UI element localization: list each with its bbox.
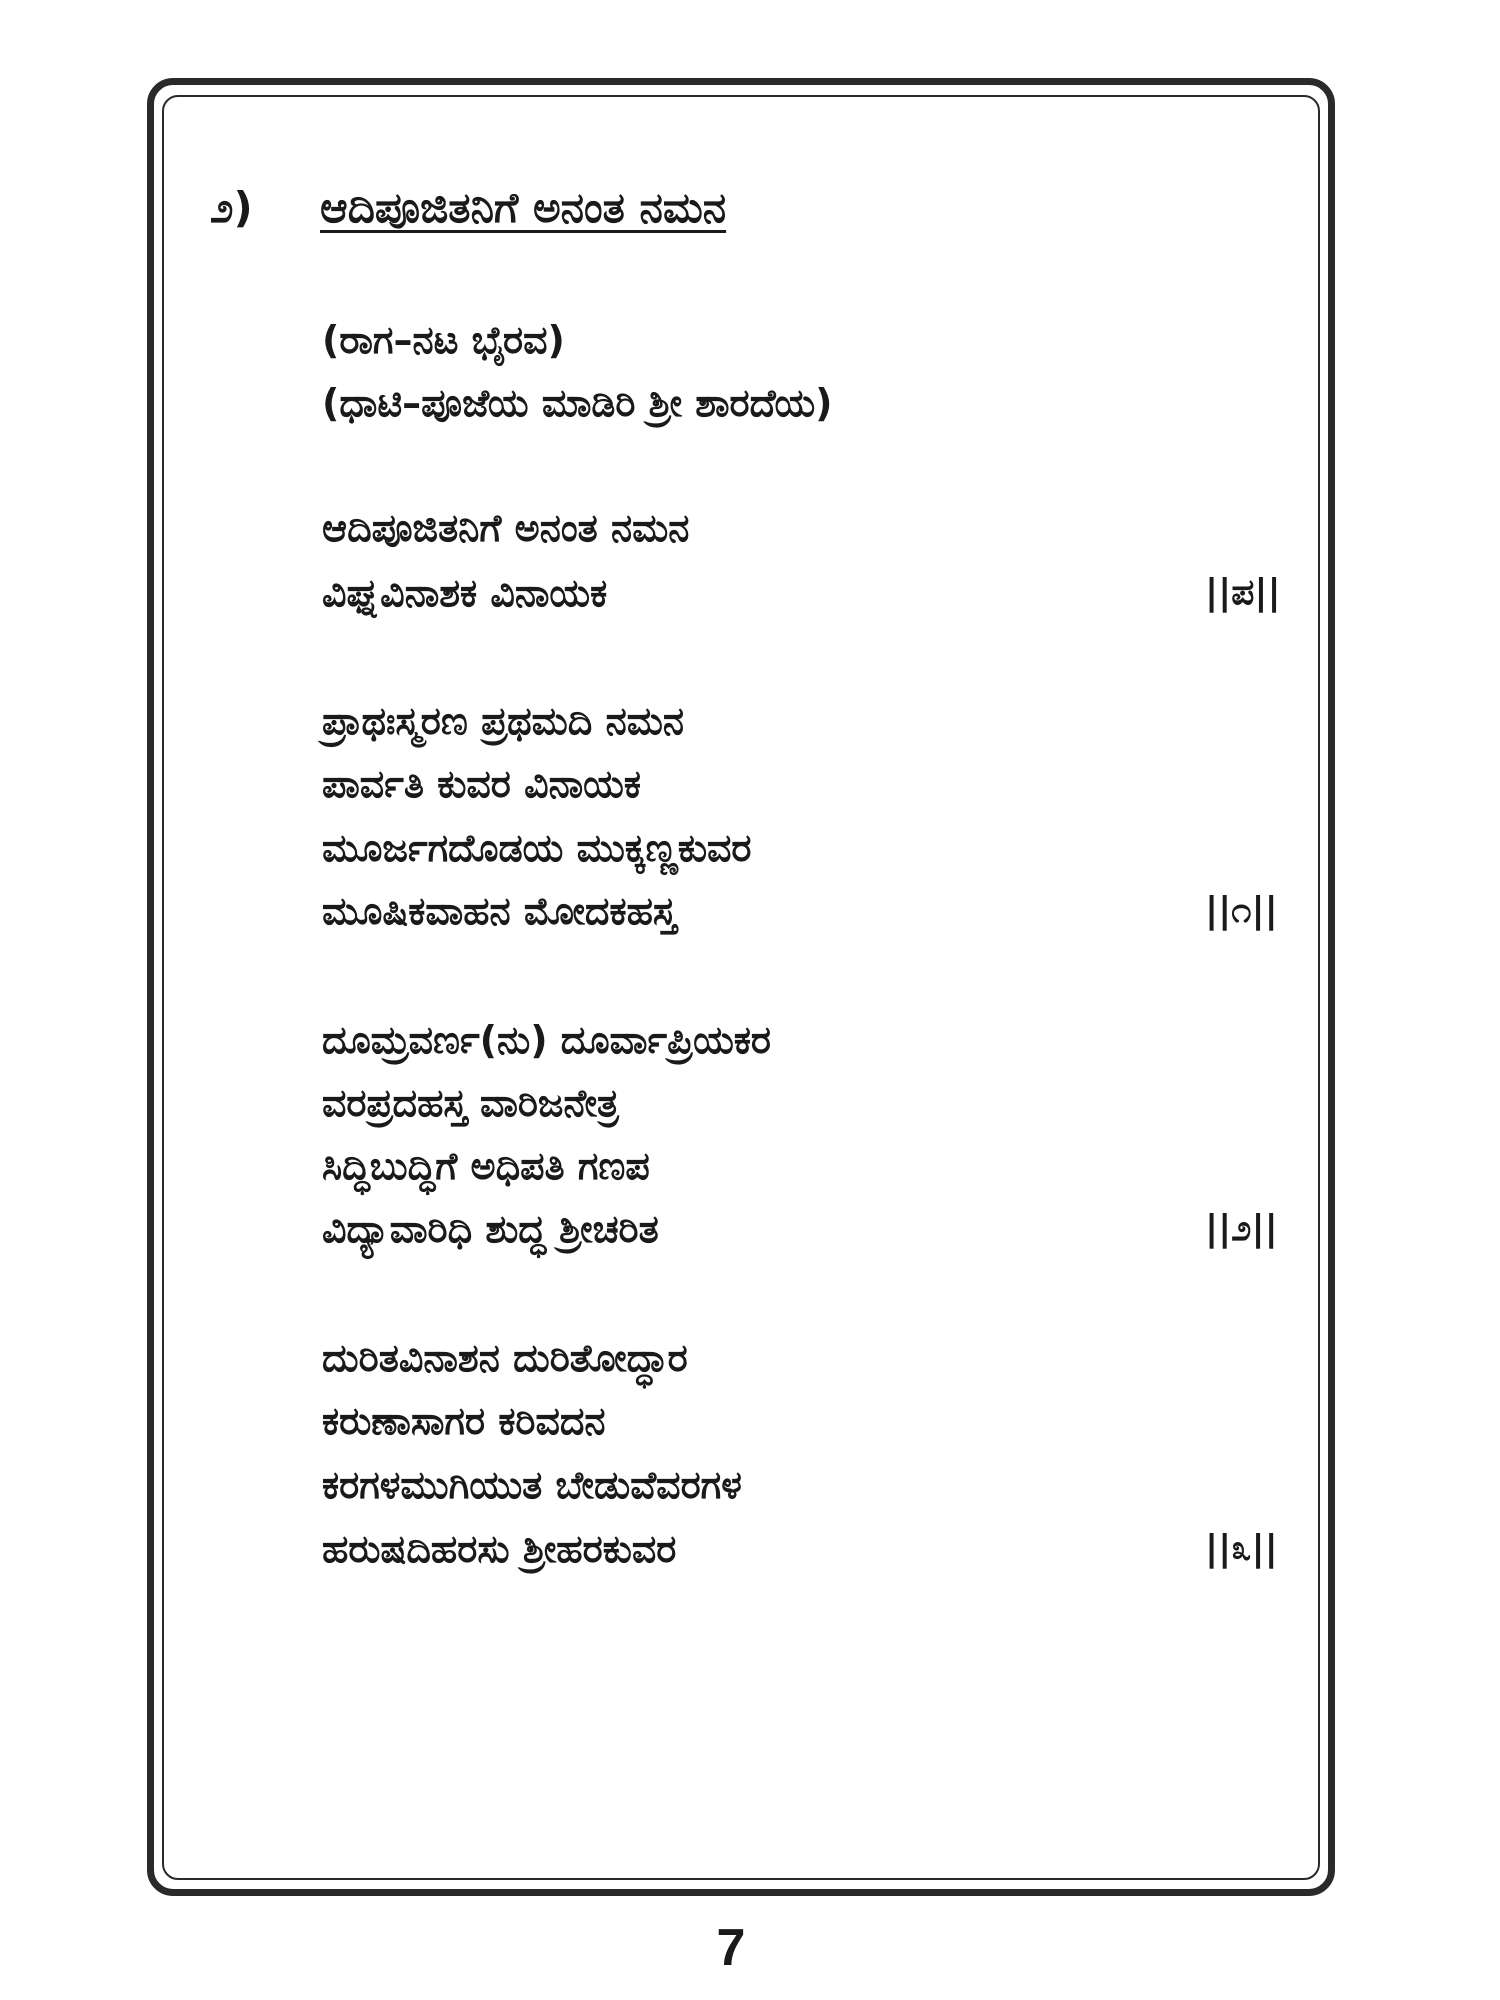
stanza-3-line-2: ಕರುಣಾಸಾಗರ ಕರಿವದನ — [322, 1399, 606, 1443]
stanza-3-line-4: ಹರುಷದಿಹರಸು ಶ್ರೀಹರಕುವರ — [322, 1527, 677, 1571]
stanza-1-line-2: ಪಾರ್ವತಿ ಕುವರ ವಿನಾಯಕ — [322, 762, 641, 806]
page-number: 7 — [716, 1919, 746, 1977]
stanza-2-line-3: ಸಿದ್ಧಿಬುದ್ಧಿಗೆ ಅಧಿಪತಿ ಗಣಪ — [322, 1144, 650, 1188]
pallavi-line-2: ವಿಘ್ನವಿನಾಶಕ ವಿನಾಯಕ — [322, 571, 608, 615]
stanza-3-line-3: ಕರಗಳಮುಗಿಯುತ ಬೇಡುವೆವರಗಳ — [322, 1463, 742, 1507]
stanza-3-marker: ||೩|| — [1205, 1528, 1278, 1569]
stanza-3-line-1: ದುರಿತವಿನಾಶನ ದುರಿತೋದ್ಧಾರ — [322, 1336, 688, 1380]
stanza-2-line-2: ವರಪ್ರದಹಸ್ತ ವಾರಿಜನೇತ್ರ — [322, 1081, 619, 1125]
stanza-1-line-1: ಪ್ರಾಥಃಸ್ಮರಣ ಪ್ರಥಮದಿ ನಮನ — [322, 699, 684, 743]
stanza-1-marker: ||೧|| — [1205, 890, 1278, 931]
stanza-2-marker: ||೨|| — [1205, 1208, 1278, 1249]
stanza-2-line-1: ದೂಮ್ರವರ್ಣ(ನು) ದೂರ್ವಾಪ್ರಿಯಕರ — [322, 1018, 772, 1062]
song-title: ಆದಿಪೂಜಿತನಿಗೆ ಅನಂತ ನಮನ — [320, 183, 727, 232]
pallavi-line-1: ಆದಿಪೂಜಿತನಿಗೆ ಅನಂತ ನಮನ — [322, 506, 690, 550]
pallavi-marker: ||ಪ|| — [1205, 572, 1281, 613]
stanza-1-line-4: ಮೂಷಿಕವಾಹನ ಮೋದಕಹಸ್ತ — [322, 889, 677, 933]
raga-line: (ರಾಗ–ನಟ ಭೈರವ) — [322, 318, 565, 362]
stanza-1-line-3: ಮೂರ್ಜಗದೊಡಯ ಮುಕ್ಕಣ್ಣಕುವರ — [322, 826, 752, 870]
song-number: ೨) — [210, 183, 253, 232]
stanza-2-line-4: ವಿದ್ಯಾವಾರಿಧಿ ಶುದ್ಧ ಶ್ರೀಚರಿತ — [322, 1207, 659, 1251]
dhati-line: (ಧಾಟಿ–ಪೂಜೆಯ ಮಾಡಿರಿ ಶ್ರೀ ಶಾರದೆಯ) — [322, 381, 833, 425]
